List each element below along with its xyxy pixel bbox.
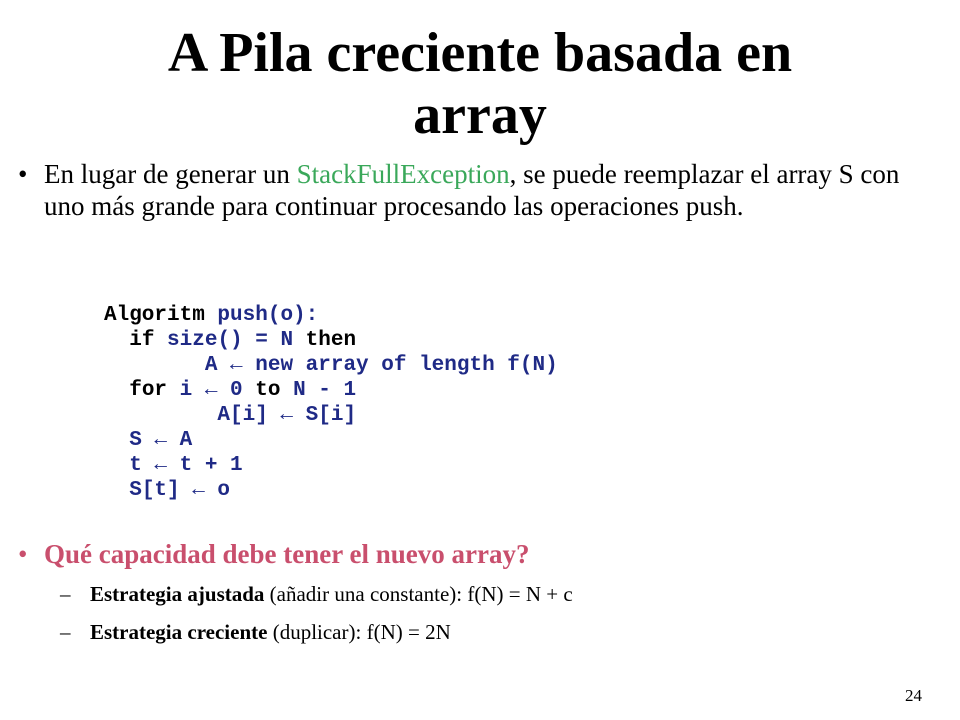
code-text: size() = N	[154, 329, 306, 352]
strategy-name: Estrategia ajustada	[90, 582, 265, 606]
code-text: i ← 0	[167, 379, 256, 402]
slide-title-line-1: A Pila creciente basada en	[167, 22, 793, 84]
bullet-intro-pre: En lugar de generar un	[44, 159, 297, 189]
code-keyword: to	[255, 379, 281, 402]
code-line	[104, 428, 558, 453]
code-keyword: for	[129, 379, 168, 402]
strategy-description: (añadir una constante): f(N) = N + c	[264, 582, 573, 606]
slide-title	[0, 22, 960, 146]
code-line	[104, 403, 558, 428]
code-keyword: Algoritm	[104, 304, 205, 327]
code-indent	[104, 329, 129, 352]
question-text: Qué capacidad debe tener el nuevo array?	[44, 539, 530, 569]
bullet-marker: •	[18, 539, 28, 569]
sub-bullet-text	[90, 619, 451, 645]
code-line	[104, 453, 558, 478]
sub-bullet-marker: –	[60, 582, 71, 606]
code-line	[104, 353, 558, 378]
code-indent	[104, 379, 129, 402]
pseudocode-block	[104, 303, 558, 503]
code-text: S[t] ← o	[129, 479, 231, 502]
code-line	[104, 328, 558, 353]
code-line	[104, 378, 558, 403]
bullet-intro-post: , se puede reemplazar el array S con uno más grande para continuar procesando las operaciones push.	[44, 159, 900, 221]
code-indent	[104, 404, 217, 427]
exception-name: StackFullException	[296, 159, 510, 189]
page-number: 24	[905, 686, 922, 705]
sub-bullet-marker: –	[60, 620, 71, 644]
code-line	[104, 478, 558, 503]
code-indent	[104, 354, 205, 377]
bullet-intro-text	[44, 158, 914, 222]
code-line	[104, 303, 558, 328]
bullet-marker: •	[18, 159, 28, 189]
code-keyword: then	[305, 329, 357, 352]
code-indent	[104, 429, 129, 452]
code-indent	[104, 454, 129, 477]
code-indent	[104, 479, 129, 502]
code-keyword: if	[129, 329, 155, 352]
sub-bullet-text	[90, 581, 573, 607]
code-text: A ← new array of length f(N)	[204, 354, 558, 377]
code-text: S ← A	[129, 429, 193, 452]
strategy-description: (duplicar): f(N) = 2N	[267, 620, 451, 644]
strategy-name: Estrategia creciente	[90, 620, 268, 644]
code-text: A[i] ← S[i]	[217, 404, 357, 427]
code-text: t ← t + 1	[129, 454, 243, 477]
slide-title-line-2: array	[413, 84, 547, 146]
code-text: N - 1	[280, 379, 357, 402]
code-text: push(o):	[204, 304, 319, 327]
